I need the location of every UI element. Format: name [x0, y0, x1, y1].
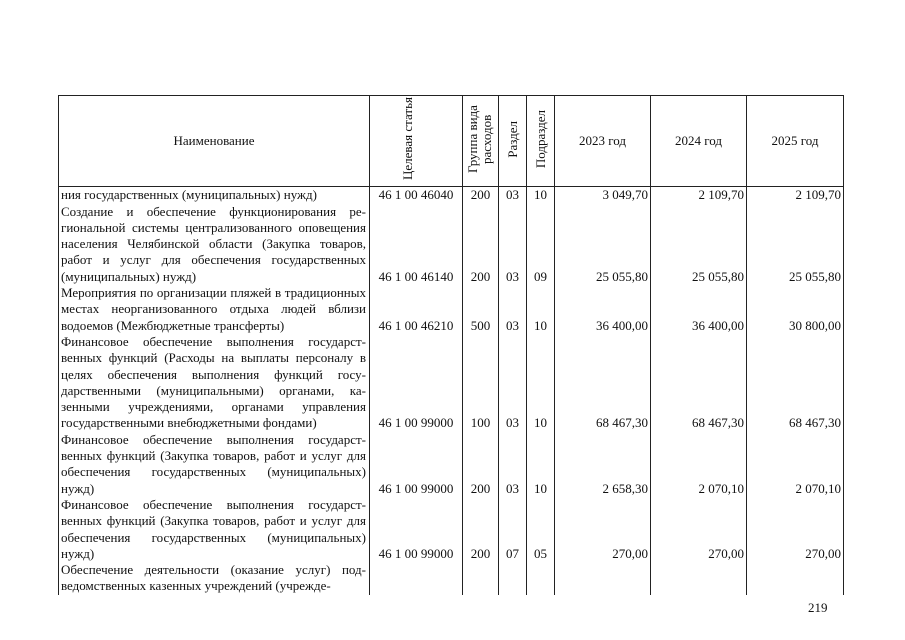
row-name: Финансовое обеспечение выполнения государственных функций (Закупка товаров, работ и услуг для обеспечения государственных (муниципальных) нужд)	[59, 497, 370, 562]
row-2025: 2 070,10	[747, 432, 844, 497]
row-2023: 2 658,30	[555, 432, 651, 497]
table-row	[59, 204, 844, 285]
empty-cell	[555, 562, 651, 595]
row-section: 03	[499, 187, 527, 204]
row-section: 03	[499, 334, 527, 432]
row-name: Мероприятия по организации пляжей в традиционных местах неорганизованного отдыха людей вблизи водоемов (Межбюджетные трансферты)	[59, 285, 370, 334]
header-2024: 2024 год	[651, 96, 747, 187]
table-row	[59, 334, 844, 432]
table-row	[59, 497, 844, 562]
row-2024: 36 400,00	[651, 285, 747, 334]
row-subsection: 10	[527, 187, 555, 204]
header-name: Наименование	[59, 96, 370, 187]
row-2023: 25 055,80	[555, 204, 651, 285]
row-section: 03	[499, 204, 527, 285]
row-group: 200	[463, 432, 499, 497]
row-section: 03	[499, 432, 527, 497]
row-2025: 25 055,80	[747, 204, 844, 285]
row-2024: 2 109,70	[651, 187, 747, 204]
empty-cell	[527, 562, 555, 595]
header-subsection: Подраздел	[527, 96, 555, 187]
row-name: Финансовое обеспечение выполнения государственных функций (Закупка товаров, работ и услуг для обеспечения государственных (муниципальных) нужд)	[59, 432, 370, 497]
row-2024: 2 070,10	[651, 432, 747, 497]
row-2024: 68 467,30	[651, 334, 747, 432]
row-group: 200	[463, 204, 499, 285]
empty-cell	[370, 562, 463, 595]
row-article: 46 1 00 99000	[370, 334, 463, 432]
table-row-continued	[59, 562, 844, 595]
header-2025: 2025 год	[747, 96, 844, 187]
row-article: 46 1 00 46140	[370, 204, 463, 285]
row-name: Создание и обеспечение функционирования региональной системы централизованного оповещения населения Челябинской области (Закупка товаров, работ и услуг для обеспечения государственных (муниципальных) нужд)	[59, 204, 370, 285]
row-group: 200	[463, 497, 499, 562]
row-2025: 2 109,70	[747, 187, 844, 204]
row-article: 46 1 00 99000	[370, 432, 463, 497]
table-row	[59, 187, 844, 204]
row-2025: 30 800,00	[747, 285, 844, 334]
row-2023: 68 467,30	[555, 334, 651, 432]
page-number: 219	[808, 600, 828, 615]
row-subsection: 05	[527, 497, 555, 562]
row-2024: 25 055,80	[651, 204, 747, 285]
row-name: ния государственных (муниципальных) нужд)	[59, 187, 370, 204]
row-2025: 68 467,30	[747, 334, 844, 432]
row-group: 200	[463, 187, 499, 204]
header-group: Группа вида расходов	[463, 96, 499, 187]
row-2023: 3 049,70	[555, 187, 651, 204]
row-article: 46 1 00 99000	[370, 497, 463, 562]
budget-table	[58, 95, 844, 595]
table-row	[59, 285, 844, 334]
row-subsection: 10	[527, 334, 555, 432]
empty-cell	[651, 562, 747, 595]
empty-cell	[463, 562, 499, 595]
empty-cell	[499, 562, 527, 595]
table-header-row	[59, 96, 844, 187]
row-subsection: 10	[527, 432, 555, 497]
row-section: 03	[499, 285, 527, 334]
header-2023: 2023 год	[555, 96, 651, 187]
row-article: 46 1 00 46040	[370, 187, 463, 204]
table-row	[59, 432, 844, 497]
row-group: 100	[463, 334, 499, 432]
row-2023: 270,00	[555, 497, 651, 562]
row-2025: 270,00	[747, 497, 844, 562]
empty-cell	[747, 562, 844, 595]
row-article: 46 1 00 46210	[370, 285, 463, 334]
row-2023: 36 400,00	[555, 285, 651, 334]
row-name-continued: Обеспечение деятельности (оказание услуг) подведомственных казенных учреждений (учрежде-	[59, 562, 370, 595]
row-subsection: 09	[527, 204, 555, 285]
row-section: 07	[499, 497, 527, 562]
row-name: Финансовое обеспечение выполнения государственных функций (Расходы на выплаты персоналу в целях обеспечения выполнения функций государственными (муниципальными) органами, казенными учреждениями, органами управления государственными внебюджетными фондами)	[59, 334, 370, 432]
row-subsection: 10	[527, 285, 555, 334]
row-2024: 270,00	[651, 497, 747, 562]
header-section: Раздел	[499, 96, 527, 187]
row-group: 500	[463, 285, 499, 334]
header-article: Целевая статья	[370, 96, 463, 187]
